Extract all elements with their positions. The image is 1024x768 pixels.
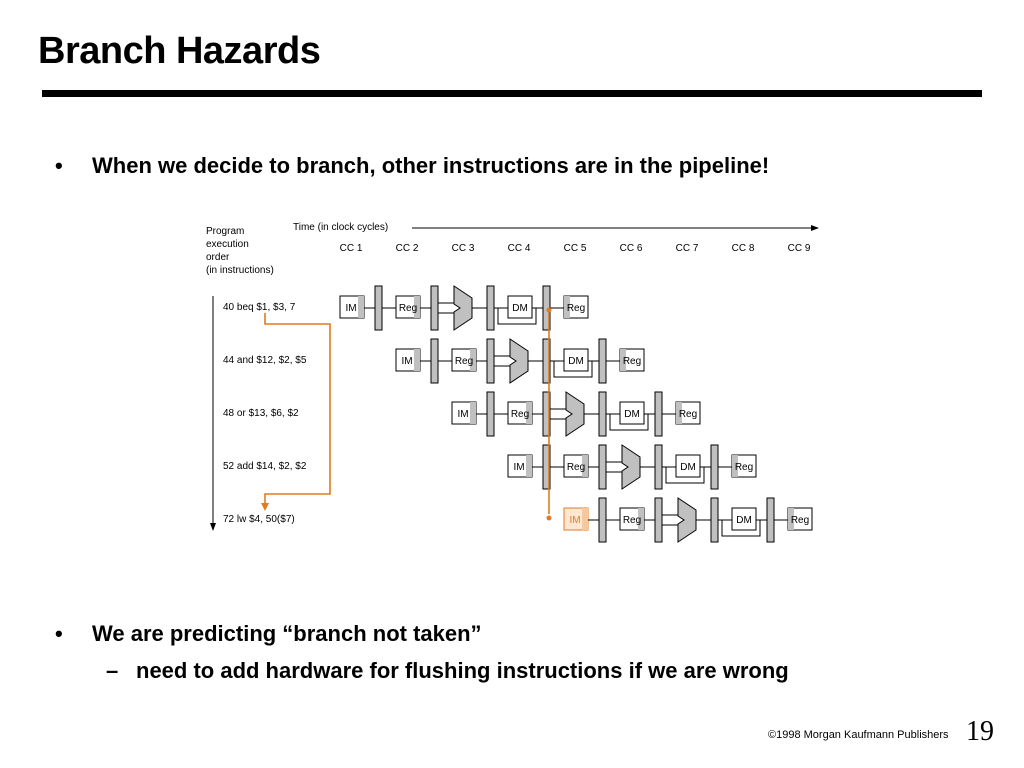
alu-shape bbox=[566, 392, 584, 436]
bullet-branch-text: When we decide to branch, other instructions are in the pipeline! bbox=[92, 153, 770, 178]
bullet-predict bbox=[55, 621, 482, 647]
instruction-label: 44 and $12, $2, $5 bbox=[223, 355, 307, 366]
im-label: IM bbox=[345, 303, 357, 314]
alu-shape bbox=[678, 498, 696, 542]
cc-label: CC 5 bbox=[563, 243, 587, 254]
im-label: IM bbox=[569, 515, 581, 526]
branch-target-connector bbox=[265, 313, 330, 505]
pipeline-latch bbox=[487, 339, 494, 383]
reg-read-label: Reg bbox=[454, 356, 474, 367]
instruction-label: 72 lw $4, 50($7) bbox=[223, 514, 295, 525]
page-number: 19 bbox=[966, 716, 994, 747]
dm-label: DM bbox=[624, 409, 640, 420]
pipeline-latch bbox=[599, 392, 606, 436]
branch-resolution-dot bbox=[547, 516, 552, 521]
instruction-label: 52 add $14, $2, $2 bbox=[223, 461, 307, 472]
instruction-label: 48 or $13, $6, $2 bbox=[223, 408, 299, 419]
alu-shape bbox=[510, 339, 528, 383]
bullet-mark: • bbox=[55, 153, 63, 178]
im-box-shade bbox=[470, 402, 476, 424]
cc-label: CC 8 bbox=[731, 243, 755, 254]
branch-resolution-dot bbox=[547, 308, 552, 313]
bullet-predict-text: We are predicting “branch not taken” bbox=[92, 621, 482, 646]
reg-read-label: Reg bbox=[510, 409, 530, 420]
pipeline-latch bbox=[375, 286, 382, 330]
order-label-line: execution bbox=[206, 239, 249, 250]
pipeline-latch bbox=[431, 339, 438, 383]
cc-label: CC 4 bbox=[507, 243, 531, 254]
cc-label: CC 9 bbox=[787, 243, 811, 254]
reg-read-label: Reg bbox=[398, 303, 418, 314]
pipeline-latch bbox=[487, 286, 494, 330]
cc-label: CC 7 bbox=[675, 243, 699, 254]
pipeline-latch bbox=[655, 392, 662, 436]
pipeline-latch bbox=[655, 445, 662, 489]
pipeline-rows bbox=[340, 286, 812, 542]
pipeline-latch bbox=[599, 339, 606, 383]
cc-label: CC 2 bbox=[395, 243, 419, 254]
alu-shape bbox=[622, 445, 640, 489]
reg-write-label: Reg bbox=[678, 409, 698, 420]
reg-read-label: Reg bbox=[622, 515, 642, 526]
im-box-shade bbox=[526, 455, 532, 477]
reg-write-label: Reg bbox=[790, 515, 810, 526]
im-label: IM bbox=[401, 356, 413, 367]
time-label: Time (in clock cycles) bbox=[293, 222, 389, 233]
dm-label: DM bbox=[512, 303, 528, 314]
instruction-label: 40 beq $1, $3, 7 bbox=[223, 302, 296, 313]
pipeline-latch bbox=[599, 498, 606, 542]
im-label: IM bbox=[457, 409, 469, 420]
order-label-line: (in instructions) bbox=[206, 265, 274, 276]
pipeline-latch bbox=[431, 286, 438, 330]
order-label-line: Program bbox=[206, 226, 245, 237]
pipeline-latch bbox=[711, 498, 718, 542]
dash-mark: – bbox=[106, 658, 119, 683]
im-box-shade bbox=[582, 508, 588, 530]
dm-label: DM bbox=[568, 356, 584, 367]
reg-write-label: Reg bbox=[622, 356, 642, 367]
pipeline-latch bbox=[711, 445, 718, 489]
dm-label: DM bbox=[680, 462, 696, 473]
cc-label: CC 3 bbox=[451, 243, 475, 254]
im-box-shade bbox=[414, 349, 420, 371]
sub-bullet-flush bbox=[106, 658, 789, 684]
pipeline-latch bbox=[487, 392, 494, 436]
footer-copyright: ©1998 Morgan Kaufmann Publishers bbox=[768, 729, 949, 741]
pipeline-latch bbox=[599, 445, 606, 489]
pipeline-latch bbox=[655, 498, 662, 542]
branch-target-arrowhead bbox=[261, 503, 269, 511]
reg-write-label: Reg bbox=[566, 303, 586, 314]
im-box-shade bbox=[358, 296, 364, 318]
im-label: IM bbox=[513, 462, 525, 473]
order-label-line: order bbox=[206, 252, 230, 263]
pipeline-latch bbox=[767, 498, 774, 542]
alu-shape bbox=[454, 286, 472, 330]
sub-bullet-flush-text: need to add hardware for flushing instructions if we are wrong bbox=[136, 658, 789, 683]
page-title: Branch Hazards bbox=[38, 30, 321, 72]
reg-write-label: Reg bbox=[734, 462, 754, 473]
cc-label: CC 1 bbox=[339, 243, 363, 254]
bullet-mark: • bbox=[55, 621, 63, 646]
dm-label: DM bbox=[736, 515, 752, 526]
reg-read-label: Reg bbox=[566, 462, 586, 473]
cc-label: CC 6 bbox=[619, 243, 643, 254]
